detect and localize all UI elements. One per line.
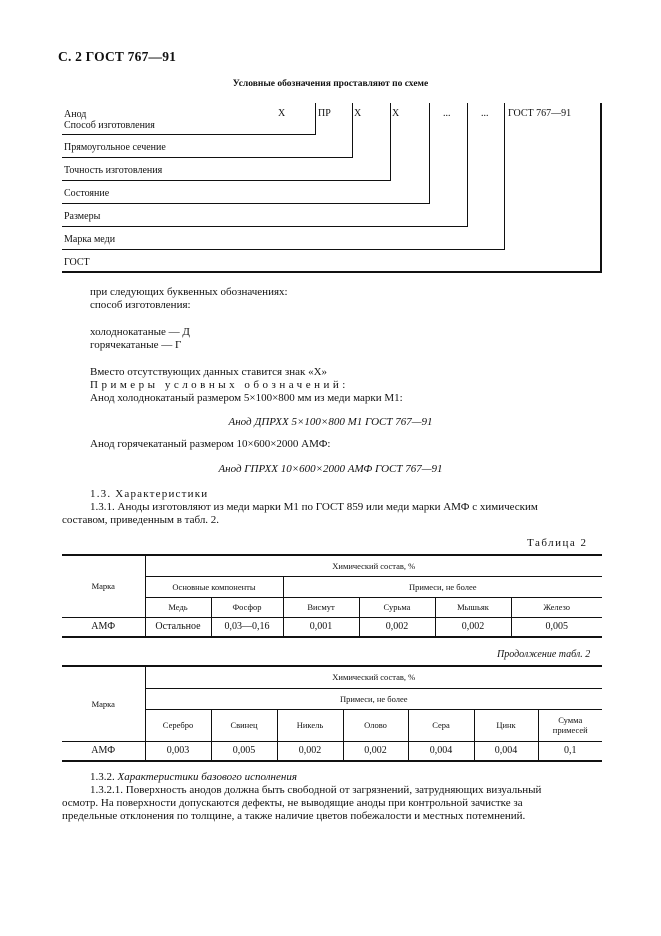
table2-cell: 0,001: [283, 617, 359, 637]
table2-cont-col-header: Свинец: [211, 709, 277, 741]
section-heading-text: [90, 771, 297, 783]
scheme-code-state: ...: [443, 108, 451, 119]
scheme-vline: [429, 103, 430, 203]
text-line: Анод холоднокатаный размером 5×100×800 мм из меди марки М1:: [90, 392, 403, 404]
text-line: способ изготовления:: [90, 299, 191, 311]
table2-col-header: Фосфор: [211, 597, 283, 617]
table2-cont-col-header: Никель: [277, 709, 343, 741]
table2-col-header: Сурьма: [359, 597, 435, 617]
scheme-code-precision: Х: [392, 108, 400, 119]
table2-cont-cell: 0,003: [145, 741, 211, 761]
table2-cont-cell: 0,002: [277, 741, 343, 761]
scheme-label-precision: Точность изготовления: [64, 165, 163, 176]
scheme-vline: [467, 103, 468, 226]
text-line: предельные отклонения по толщине, а также наличие цветов побежалости и местных потемнений.: [62, 810, 526, 822]
table2-cell: 0,002: [359, 617, 435, 637]
table2-cont-grade-cell: АМФ: [62, 741, 145, 761]
table2-cont-impurities-header: Примеси, не более: [145, 688, 602, 709]
text-line: Анод горячекатаный размером 10×600×2000 АМФ:: [90, 438, 331, 450]
scheme-label-gost: ГОСТ: [64, 257, 90, 268]
scheme-label-grade: Марка меди: [64, 234, 116, 245]
table2-col-header: Железо: [511, 597, 602, 617]
scheme-hline: [62, 180, 391, 181]
scheme-vline: [315, 103, 316, 134]
table2-title: Таблица 2: [527, 537, 588, 549]
table2-composition-header: Химический состав, %: [145, 555, 602, 576]
scheme-code-sizes: ...: [481, 108, 489, 119]
scheme-code-gost: ГОСТ 767—91: [508, 108, 572, 119]
section-heading-1-3: 1.3. Характеристики: [90, 488, 209, 500]
scheme-hline: [62, 157, 353, 158]
text-line: Вместо отсутствующих данных ставится знак «Х»: [90, 366, 328, 378]
table2-cont-grade-header: Марка: [62, 666, 145, 741]
table2-col-header: Медь: [145, 597, 211, 617]
scheme-label-state: Состояние: [64, 188, 110, 199]
section-title: Характеристики базового исполнения: [117, 771, 297, 783]
scheme-label-method: Способ изготовления: [64, 120, 155, 131]
table2-continuation: [62, 665, 602, 762]
scheme-code-anode: Х: [278, 108, 286, 119]
scheme-vline: [504, 103, 505, 249]
table2-col-header: Мышьяк: [435, 597, 511, 617]
section-heading-1-3-2: [90, 771, 297, 784]
text-line: холоднокатаные — Д: [90, 326, 190, 338]
text-line: 1.3.1. Аноды изготовляют из меди марки М1 по ГОСТ 859 или меди марки АМФ с химическим: [90, 501, 538, 513]
example-designation-2: Анод ГПРХХ 10×600×2000 АМФ ГОСТ 767—91: [218, 463, 443, 475]
text-line: составом, приведенным в табл. 2.: [62, 514, 220, 526]
text-line: 1.3.2.1. Поверхность анодов должна быть свободной от загрязнений, затрудняющих визуальный: [90, 784, 542, 796]
table2-grade-cell: АМФ: [62, 617, 145, 637]
scheme-hline: [62, 226, 468, 227]
examples-heading: Примеры условных обозначений:: [90, 379, 349, 391]
table2-cont-cell: 0,1: [538, 741, 602, 761]
table2-main-header: Основные компоненты: [145, 576, 283, 597]
table2-cont-cell: 0,002: [343, 741, 408, 761]
scheme-label-section: Прямоугольное сечение: [64, 142, 166, 153]
table2-cell: 0,03—0,16: [211, 617, 283, 637]
scheme-vline: [352, 103, 353, 157]
table2-cont-cell: 0,004: [408, 741, 474, 761]
table2-cont-col-header: Цинк: [474, 709, 538, 741]
scheme-label-anode: Анод: [64, 109, 87, 120]
table2-cell: 0,002: [435, 617, 511, 637]
table-row: [62, 617, 602, 637]
page-header: С. 2 ГОСТ 767—91: [58, 49, 177, 64]
text-line: горячекатаные — Г: [90, 339, 182, 351]
table2-cont-col-header: Серебро: [145, 709, 211, 741]
table2: [62, 554, 602, 638]
table2-cont-title: Продолжение табл. 2: [497, 649, 591, 660]
table2-cell: Остальное: [145, 617, 211, 637]
table2-impurities-header: Примеси, не более: [283, 576, 602, 597]
example-designation-1: Анод ДПРХХ 5×100×800 М1 ГОСТ 767—91: [228, 416, 433, 428]
scheme-code-method: ПР: [318, 108, 331, 119]
scheme-hline: [62, 249, 505, 250]
table2-cont-cell: 0,004: [474, 741, 538, 761]
scheme-vline: [390, 103, 391, 180]
table2-cell: 0,005: [511, 617, 602, 637]
table2-cont-col-header: Сумма примесей: [538, 709, 602, 741]
section-number: 1.3.2.: [90, 771, 118, 783]
table2-grade-header: Марка: [62, 555, 145, 617]
table-row: [62, 741, 602, 761]
scheme-label-sizes: Размеры: [64, 211, 101, 222]
scheme-hline: [62, 134, 316, 135]
text-line: при следующих буквенных обозначениях:: [90, 286, 288, 298]
scheme-caption: Условные обозначения проставляют по схеме: [232, 79, 429, 89]
table2-cont-composition-header: Химический состав, %: [145, 666, 602, 688]
designation-scheme: [62, 103, 602, 273]
scheme-code-section: Х: [354, 108, 362, 119]
scheme-hline: [62, 203, 430, 204]
text-line: осмотр. На поверхности допускаются дефекты, не выводящие аноды при контрольной зачистке за: [62, 797, 523, 809]
table2-cont-col-header: Сера: [408, 709, 474, 741]
table2-cont-cell: 0,005: [211, 741, 277, 761]
table2-col-header: Висмут: [283, 597, 359, 617]
table2-cont-col-header: Олово: [343, 709, 408, 741]
